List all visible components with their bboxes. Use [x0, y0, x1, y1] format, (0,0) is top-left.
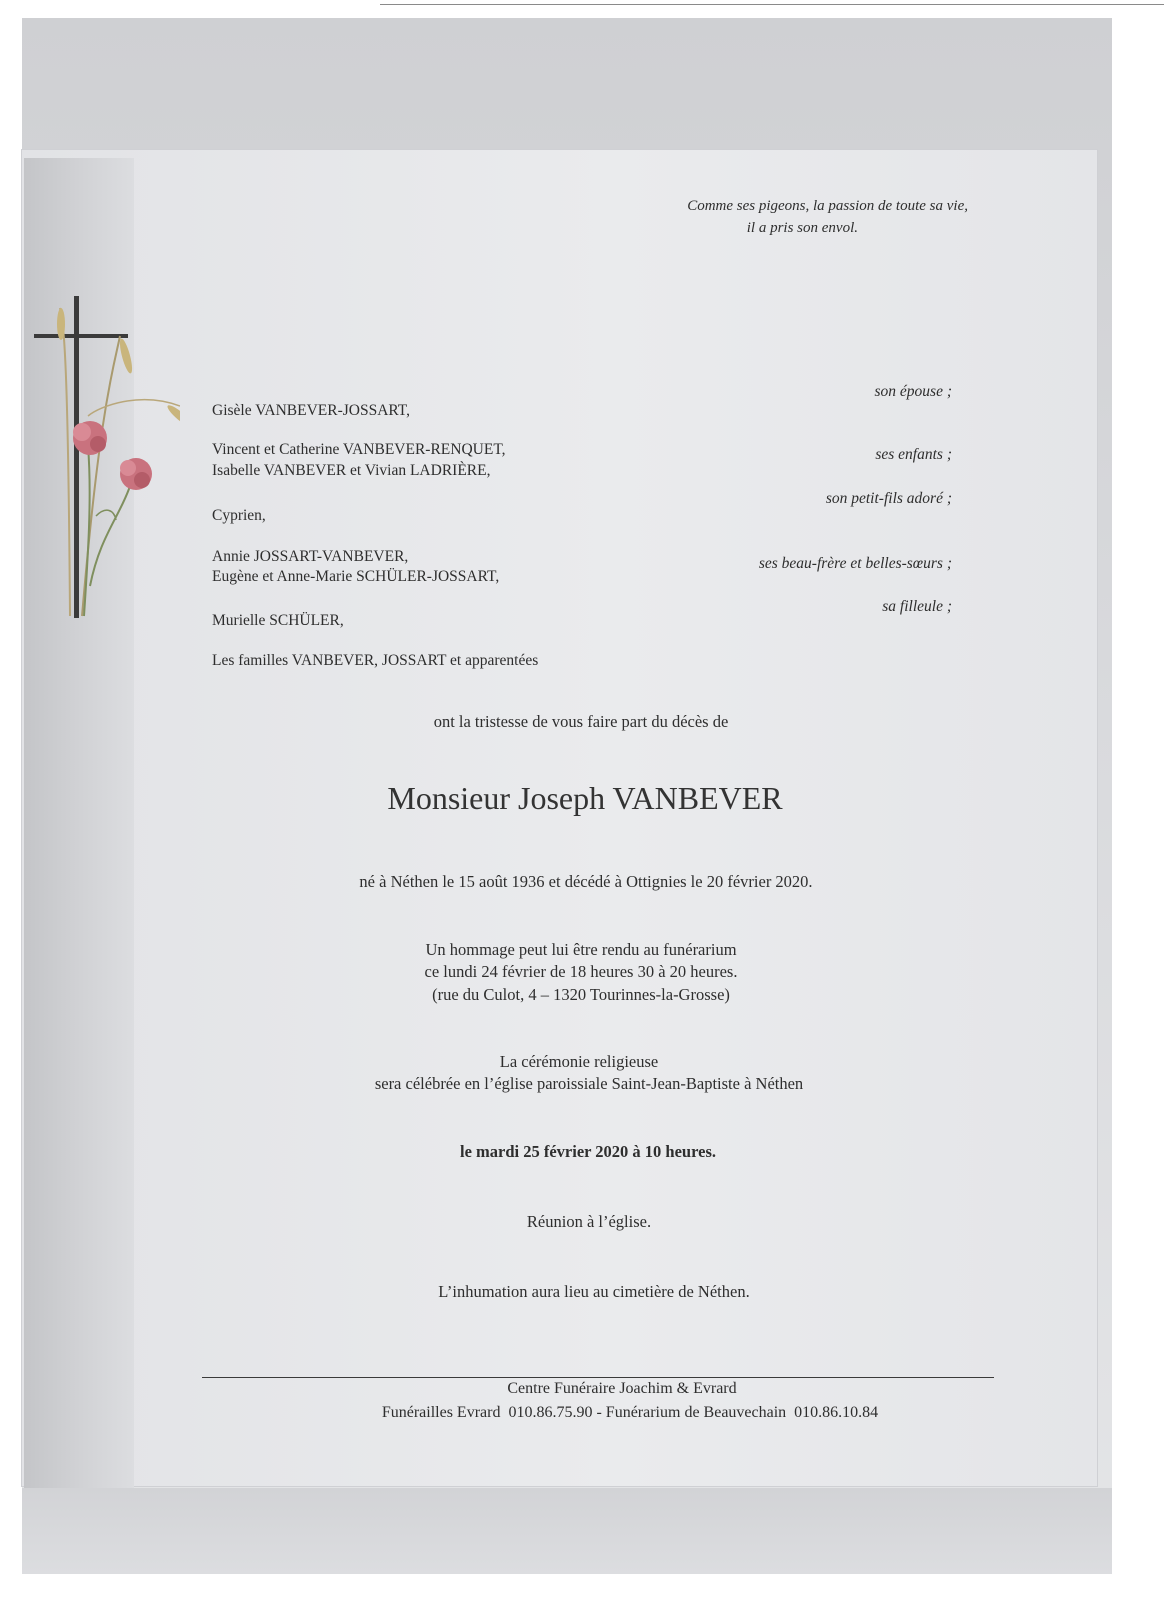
family-name: Cyprien,: [212, 507, 266, 524]
family-name: Gisèle VANBEVER-JOSSART,: [212, 402, 411, 419]
cross-flower-decoration: [30, 296, 180, 626]
family-name: Les familles VANBEVER, JOSSART et apparentées: [212, 652, 539, 669]
family-role: ses beau-frère et belles-sœurs ;: [758, 555, 952, 572]
ceremony-date: le mardi 25 février 2020 à 10 heures.: [459, 1142, 717, 1161]
footer-line-1: Centre Funéraire Joachim & Evrard: [507, 1380, 737, 1397]
burial: L’inhumation aura lieu au cimetière de Néthen.: [438, 1282, 750, 1301]
homage-line-2: ce lundi 24 février de 18 heures 30 à 20 heures.: [424, 962, 738, 981]
family-role: sa filleule ;: [882, 598, 952, 615]
footer-line-2: Funérailles Evrard 010.86.75.90 - Funérarium de Beauvechain 010.86.10.84: [381, 1404, 879, 1421]
homage-line-3: (rue du Culot, 4 – 1320 Tourinnes-la-Grosse): [432, 985, 730, 1004]
quote-line-2: il a pris son envol.: [746, 220, 858, 236]
deceased-name: Monsieur Joseph VANBEVER: [387, 780, 783, 816]
family-name: Annie JOSSART-VANBEVER,: [212, 548, 409, 565]
quote-line-1: Comme ses pigeons, la passion de toute sa vie,: [687, 198, 968, 214]
announcement: ont la tristesse de vous faire part du décès de: [433, 712, 729, 731]
ceremony-line-1: La cérémonie religieuse: [499, 1052, 659, 1071]
family-role: son épouse ;: [874, 383, 952, 400]
cross-icon: [34, 296, 128, 618]
family-role: ses enfants ;: [875, 446, 952, 463]
birth-death: né à Néthen le 15 août 1936 et décédé à Ottignies le 20 février 2020.: [359, 872, 813, 891]
family-name: Vincent et Catherine VANBEVER-RENQUET,: [212, 441, 506, 458]
family-name: Murielle SCHÜLER,: [212, 612, 344, 629]
family-name: Eugène et Anne-Marie SCHÜLER-JOSSART,: [212, 568, 500, 585]
homage-line-1: Un hommage peut lui être rendu au funérarium: [425, 940, 737, 959]
footer-divider: [202, 1377, 994, 1378]
family-name: Isabelle VANBEVER et Vivian LADRIÈRE,: [212, 462, 491, 479]
bottom-strip: [22, 1488, 1112, 1574]
family-role: son petit-fils adoré ;: [825, 490, 952, 507]
reunion: Réunion à l’église.: [526, 1212, 652, 1231]
ceremony-line-2: sera célébrée en l’église paroissiale Saint-Jean-Baptiste à Néthen: [374, 1074, 804, 1093]
scan-artifact-line: [380, 4, 1164, 5]
